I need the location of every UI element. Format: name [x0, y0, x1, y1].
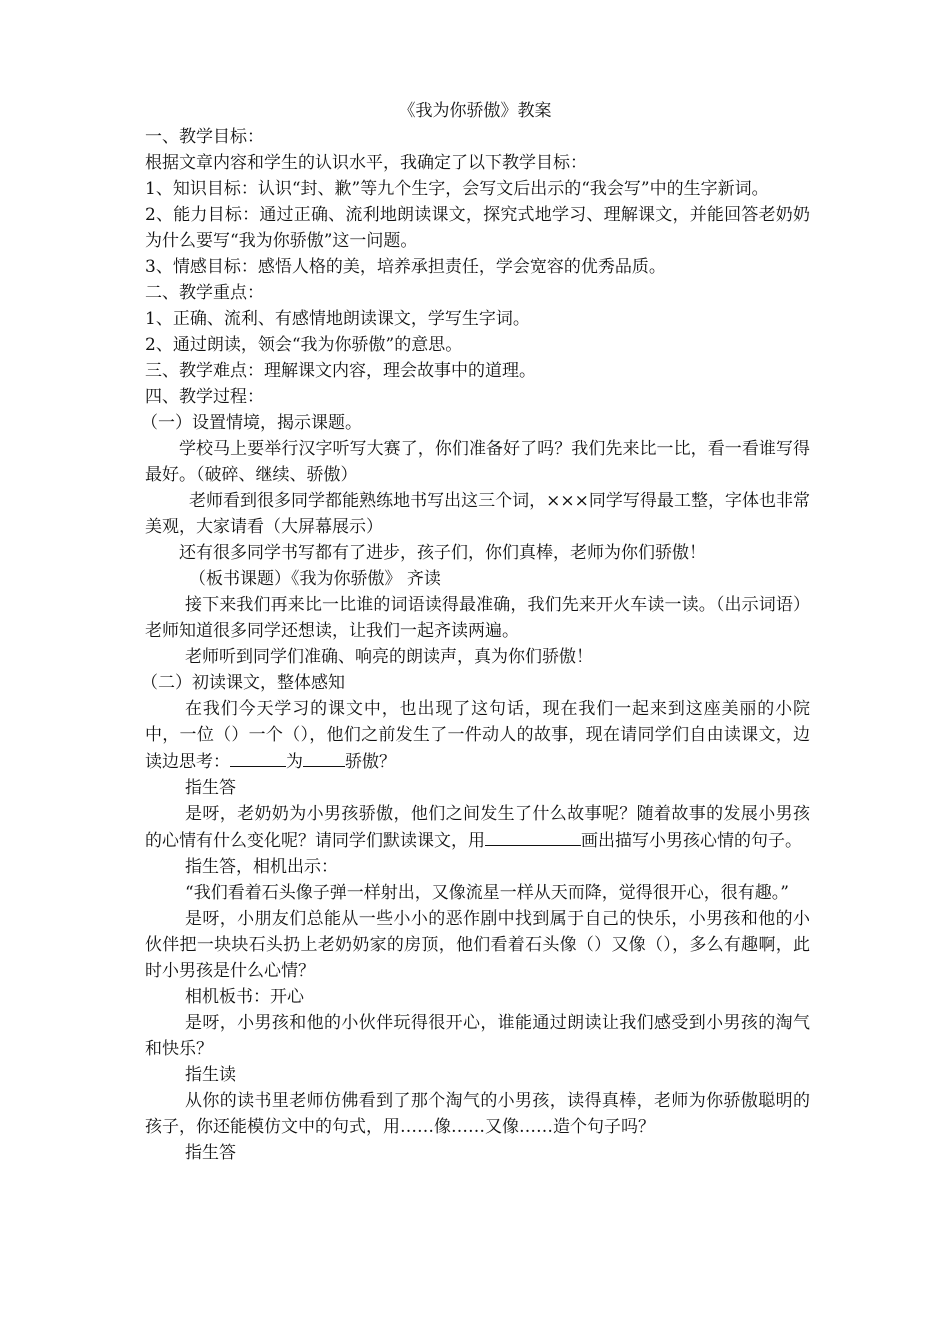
document-title: 《我为你骄傲》教案 — [398, 101, 552, 121]
step1-paragraph: 还有很多同学书写都有了进步，孩子们，你们真棒，老师为你们骄傲！ — [179, 543, 706, 563]
document-body — [141, 124, 810, 1166]
objectives-intro: 根据文章内容和学生的认识水平，我确定了以下教学目标： — [145, 153, 587, 173]
section-heading-key-points: 二、教学重点： — [145, 283, 264, 303]
step2-text: 在我们今天学习的课文中，也出现了这句话，现在我们一起来到这座美丽的小院中，一位（）一个（），他们之前发生了一件动人的故事，现在请同学们自由读课文，边读边思考： — [145, 699, 810, 772]
section-heading-difficulty: 三、教学难点：理解课文内容，理会故事中的道理。 — [145, 361, 536, 381]
objective-knowledge: 1、知识目标：认识“封、歉”等九个生字，会写文后出示的“我会写”中的生字新词。 — [145, 179, 769, 199]
step2-quote: “我们看着石头像子弹一样射出，又像流星一样从天而降，觉得很开心，很有趣。” — [185, 883, 789, 903]
key-point-1: 1、正确、流利、有感情地朗读课文，学写生字词。 — [145, 309, 530, 329]
objective-emotion: 3、情感目标：感悟人格的美，培养承担责任，学会宽容的优秀品质。 — [145, 257, 666, 277]
step2-paragraph: 指生答，相机出示： — [185, 857, 338, 877]
step2-text: 是呀，老奶奶为小男孩骄傲，他们之间发生了什么故事呢？随着故事的发展小男孩的心情有什么变化呢？请同学们默读课文，用 — [145, 804, 810, 851]
fill-blank — [485, 827, 581, 846]
step1-paragraph: （板书课题）《我为你骄傲》 齐读 — [189, 569, 441, 589]
step1-heading: （一）设置情境，揭示课题。 — [141, 413, 362, 433]
step2-paragraph: 从你的读书里老师仿佛看到了那个淘气的小男孩，读得真棒，老师为你骄傲聪明的孩子，你还能模仿文中的句式，用……像……又像……造个句子吗？ — [145, 1091, 810, 1137]
objective-ability: 2、能力目标：通过正确、流利地朗读课文，探究式地学习、理解课文，并能回答老奶奶为什么要写“我为你骄傲”这一问题。 — [145, 205, 810, 251]
step2-paragraph — [145, 696, 810, 775]
section-heading-process: 四、教学过程： — [145, 387, 264, 407]
step2-text: 骄傲？ — [345, 752, 396, 772]
step2-text: 画出描写小男孩心情的句子。 — [581, 831, 802, 851]
step1-paragraph: 老师听到同学们准确、响亮的朗读声，真为你们骄傲！ — [185, 647, 593, 667]
step1-paragraph: 接下来我们再来比一比谁的词语读得最准确，我们先来开火车读一读。（出示词语）老师知道很多同学还想读，让我们一起齐读两遍。 — [145, 595, 810, 641]
step1-paragraph: 老师看到很多同学都能熟练地书写出这三个词，×××同学写得最工整，字体也非常美观，大家请看（大屏幕展示） — [145, 491, 810, 537]
step2-heading: （二）初读课文，整体感知 — [141, 673, 345, 693]
section-heading-objectives: 一、教学目标： — [145, 127, 264, 147]
step2-paragraph — [145, 801, 810, 854]
step2-paragraph: 是呀，小男孩和他的小伙伴玩得很开心，谁能通过朗读让我们感受到小男孩的淘气和快乐？ — [145, 1013, 810, 1059]
fill-blank — [230, 748, 286, 767]
step2-text: 为 — [286, 752, 303, 772]
step1-paragraph: 学校马上要举行汉字听写大赛了，你们准备好了吗？我们先来比一比，看一看谁写得最好。（破碎、继续、骄傲） — [145, 439, 810, 485]
step2-paragraph: 指生读 — [185, 1065, 236, 1085]
step2-paragraph: 是呀，小朋友们总能从一些小小的恶作剧中找到属于自己的快乐，小男孩和他的小伙伴把一块块石头扔上老奶奶家的房顶，他们看着石头像（）又像（），多么有趣啊，此时小男孩是什么心情？ — [145, 909, 810, 981]
step2-paragraph: 相机板书：开心 — [185, 987, 304, 1007]
step2-paragraph: 指生答 — [185, 1143, 236, 1163]
fill-blank — [303, 748, 345, 767]
key-point-2: 2、通过朗读，领会“我为你骄傲”的意思。 — [145, 335, 463, 355]
step2-paragraph: 指生答 — [185, 778, 236, 798]
